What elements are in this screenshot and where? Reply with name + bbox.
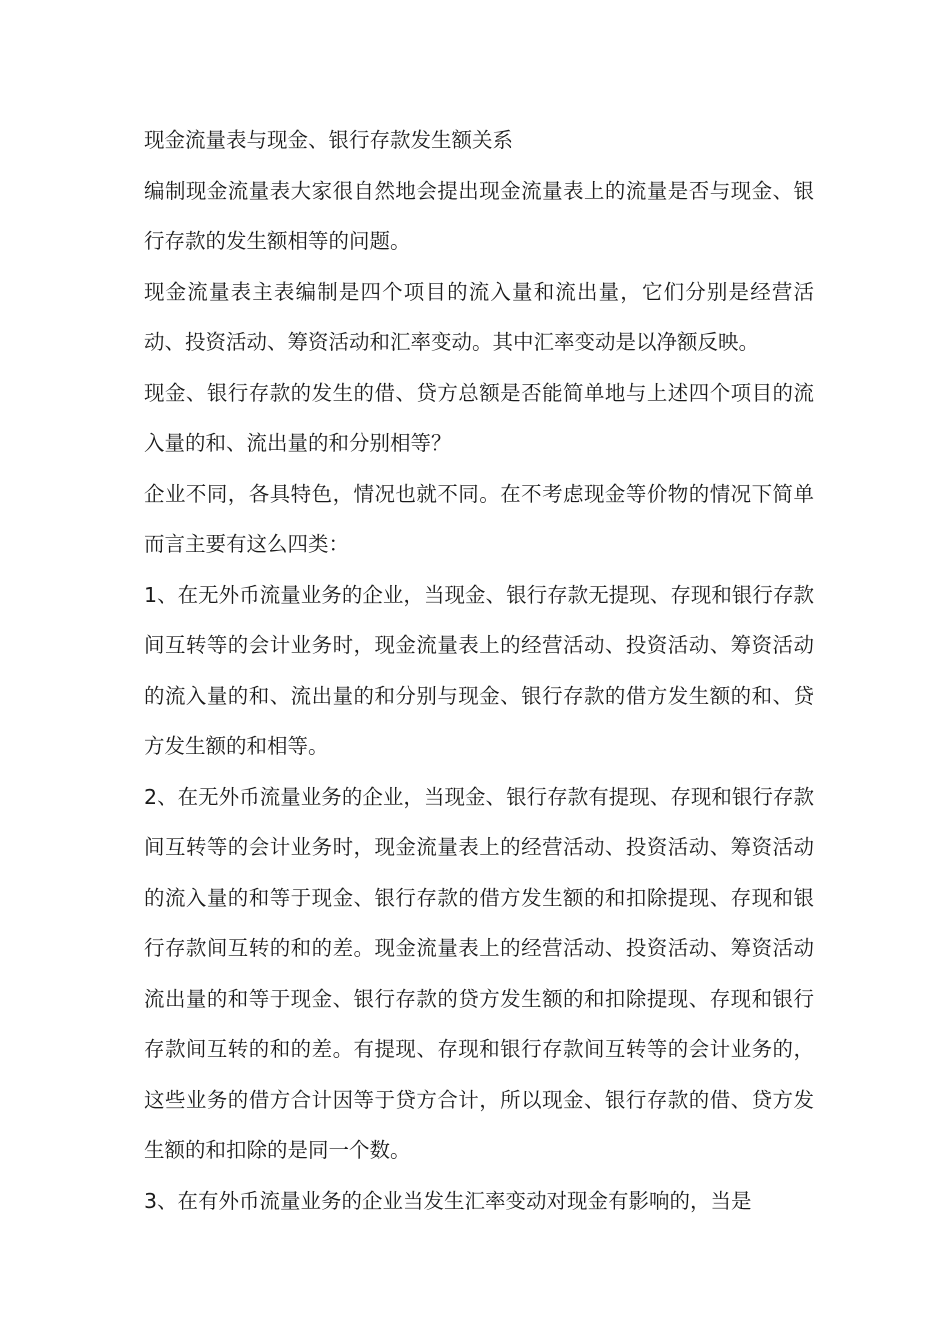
document-title: 现金流量表与现金、银行存款发生额关系 bbox=[144, 128, 513, 152]
paragraph-categories: 企业不同，各具特色，情况也就不同。在不考虑现金等价物的情况下简单而言主要有这么四类： bbox=[144, 481, 814, 556]
paragraph-case-2: 2、在无外币流量业务的企业，当现金、银行存款有提现、存现和银行存款间互转等的会计业务时，现金流量表上的经营活动、投资活动、筹资活动的流入量的和等于现金、银行存款的借方发生额的和扣除提现、存现和银行存款间互转的和的差。现金流量表上的经营活动、投资活动、筹资活动流出量的和等于现金、银行存款的贷方发生额的和扣除提现、存现和银行存款间互转的和的差。有提现、存现和银行存款间互转等的会计业务的，这些业务的借方合计因等于贷方合计，所以现金、银行存款的借、贷方发生额的和扣除的是同一个数。 bbox=[144, 784, 814, 1162]
paragraph-case-1: 1、在无外币流量业务的企业，当现金、银行存款无提现、存现和银行存款间互转等的会计业务时，现金流量表上的经营活动、投资活动、筹资活动的流入量的和、流出量的和分别与现金、银行存款的借方发生额的和、贷方发生额的和相等。 bbox=[144, 582, 814, 758]
paragraph-case-3: 3、在有外币流量业务的企业当发生汇率变动对现金有影响的，当是 bbox=[144, 1188, 752, 1213]
paragraph-question: 现金、银行存款的发生的借、贷方总额是否能简单地与上述四个项目的流入量的和、流出量的和分别相等？ bbox=[144, 380, 814, 455]
paragraph-intro: 编制现金流量表大家很自然地会提出现金流量表上的流量是否与现金、银行存款的发生额相等的问题。 bbox=[144, 178, 814, 253]
paragraph-main-table: 现金流量表主表编制是四个项目的流入量和流出量，它们分别是经营活动、投资活动、筹资活动和汇率变动。其中汇率变动是以净额反映。 bbox=[144, 279, 814, 354]
document-body bbox=[144, 115, 814, 1226]
